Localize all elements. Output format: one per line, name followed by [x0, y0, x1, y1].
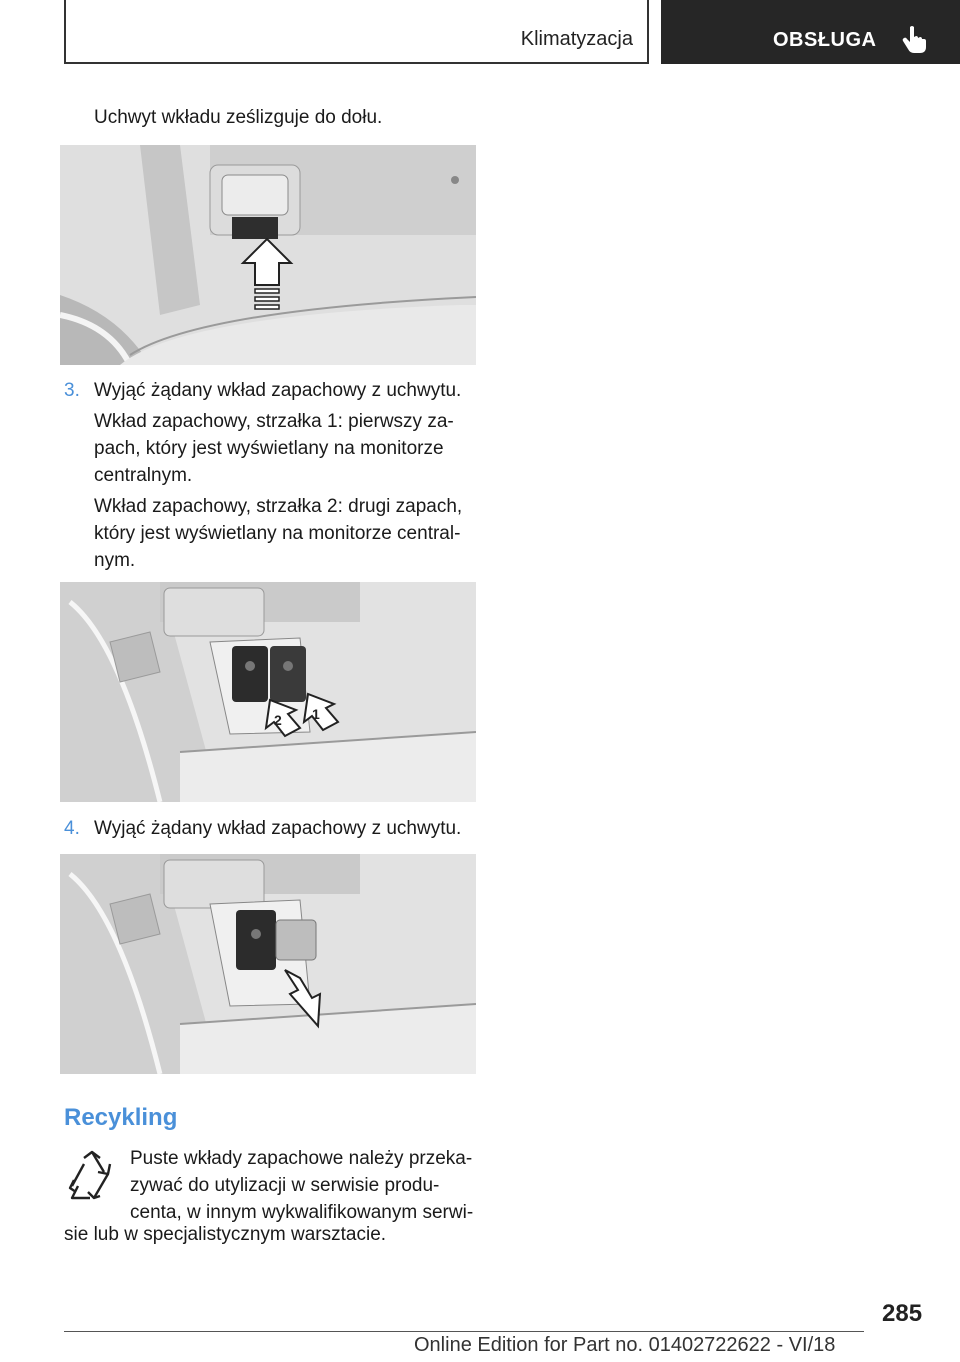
recycling-line-2: zywać do utylizacji w serwisie produ- — [130, 1175, 440, 1196]
recycling-line-4: sie lub w specjalistycznym warsztacie. — [64, 1224, 387, 1245]
recycle-icon — [64, 1148, 120, 1204]
step-3-text: Wyjąć żądany wkład zapachowy z uchwytu. — [94, 380, 462, 401]
footer-edition: Online Edition for Part no. 01402722622 - VI/18 — [414, 1334, 836, 1356]
header-chapter-tab — [661, 0, 960, 64]
photo-remove-cartridge — [60, 854, 476, 1074]
recycling-title: Recykling — [64, 1104, 178, 1131]
arrow-1-label: 1 — [312, 706, 320, 722]
photo-holder-slides-down — [60, 145, 476, 365]
photo-two-cartridges — [60, 582, 476, 802]
step-4-number: 4. — [64, 818, 80, 839]
intro-text: Uchwyt wkładu ześlizguje do dołu. — [94, 107, 383, 128]
step-3-detail-2-line-1: Wkład zapachowy, strzałka 2: drugi zapach, — [94, 496, 463, 517]
step-3-detail-2-line-2: który jest wyświetlany na monitorze central- — [94, 523, 461, 544]
recycling-line-3: centa, w innym wykwalifikowanym serwi- — [130, 1202, 474, 1223]
step-3-detail-2-line-3: nym. — [94, 550, 136, 571]
step-4-text: Wyjąć żądany wkład zapachowy z uchwytu. — [94, 818, 462, 839]
recycling-line-1: Puste wkłady zapachowe należy przeka- — [130, 1148, 473, 1169]
step-3-detail-1-line-3: centralnym. — [94, 465, 193, 486]
step-3-number: 3. — [64, 380, 80, 401]
arrow-2-label: 2 — [274, 712, 282, 728]
page-number: 285 — [882, 1300, 923, 1327]
chapter-title: OBSŁUGA — [773, 29, 877, 51]
step-3-detail-1-line-2: pach, który jest wyświetlany na monitorze — [94, 438, 444, 459]
step-3-detail-1-line-1: Wkład zapachowy, strzałka 1: pierwszy za- — [94, 411, 454, 432]
header-section-tab — [64, 0, 649, 64]
section-title: Klimatyzacja — [520, 28, 633, 50]
pointing-hand-icon — [901, 25, 927, 53]
footer-divider — [64, 1331, 864, 1332]
